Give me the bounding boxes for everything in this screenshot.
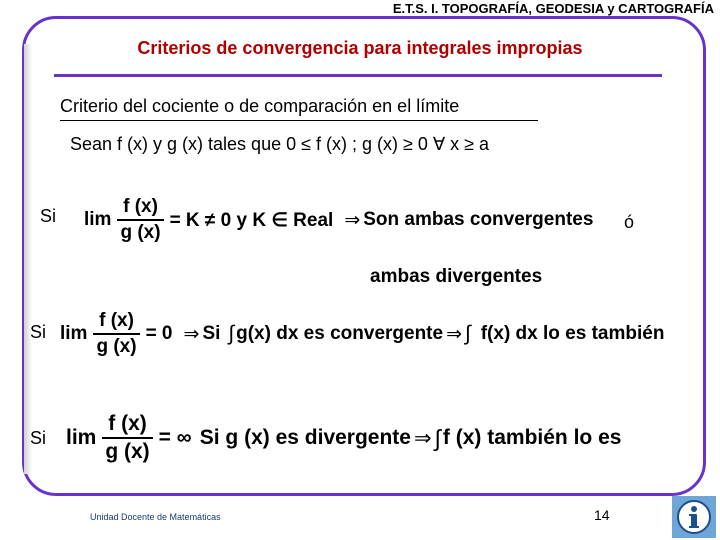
case2-formula (60, 310, 664, 358)
case1-denominator: g (x) (117, 219, 163, 244)
criterion-subtitle: Criterio del cociente o de comparación en el límite (60, 96, 460, 116)
case2-conclusion: f(x) dx lo es también (480, 323, 665, 344)
case1-lim: lim (84, 209, 112, 230)
case3-integral-sign: ∫ (434, 424, 441, 451)
info-icon[interactable] (672, 496, 716, 538)
case3-conclusion: f (x) también lo es (442, 426, 622, 449)
footer-unit: Unidad Docente de Matemáticas (90, 512, 221, 522)
case1-conclusion: Son ambas convergentes (363, 209, 594, 230)
page-number: 14 (594, 507, 610, 523)
case3-lim: lim (66, 426, 97, 449)
case1-fraction (117, 196, 163, 244)
slide-title: Criterios de convergencia para integrales impropias (137, 38, 583, 58)
case2-numerator: f (x) (99, 310, 134, 331)
case3-premise: Si g (x) es divergente (199, 426, 411, 449)
case1-continuation: ambas divergentes (370, 266, 543, 287)
case1-formula (84, 196, 593, 244)
case2-implies-arrow: ⇒ (183, 323, 200, 345)
header-institution: E.T.S. I. TOPOGRAFÍA, GEODESIA y CARTOGRAFÍA (392, 1, 714, 16)
case1-si: Si (40, 206, 57, 226)
info-icon-glyph (676, 499, 712, 535)
premise-statement: Sean f (x) y g (x) tales que 0 ≤ f (x) ; g (x) ≥ 0 ∀ x ≥ a (70, 134, 490, 154)
case1-condition: = K ≠ 0 y K ∈ Real (169, 209, 334, 231)
case3-fraction (102, 412, 152, 464)
case1-connector: ó (624, 212, 635, 232)
case2-integrand: g(x) dx es convergente (236, 323, 444, 344)
case2-integral-sign-2: ∫ (465, 322, 471, 345)
case3-si: Si (30, 428, 47, 448)
case3-condition: = ∞ (158, 426, 192, 449)
frame-shadow (24, 44, 32, 474)
case1-implies-arrow: ⇒ (344, 209, 361, 231)
case2-si: Si (30, 322, 47, 342)
case2-condition: = 0 (145, 323, 173, 344)
case2-fraction (93, 310, 139, 358)
case3-formula (66, 412, 621, 464)
case2-integral-sign: ∫ (228, 322, 235, 345)
case1-numerator: f (x) (123, 196, 158, 217)
case2-implies-arrow-2: ⇒ (446, 323, 462, 345)
title-divider (54, 74, 662, 77)
case2-denominator: g (x) (93, 333, 139, 358)
subtitle-underline (60, 120, 538, 121)
case3-denominator: g (x) (102, 437, 152, 464)
case3-numerator: f (x) (108, 412, 147, 435)
case3-implies-arrow: ⇒ (413, 426, 432, 450)
case2-si-inner: Si (202, 323, 221, 344)
case2-lim: lim (60, 323, 88, 344)
